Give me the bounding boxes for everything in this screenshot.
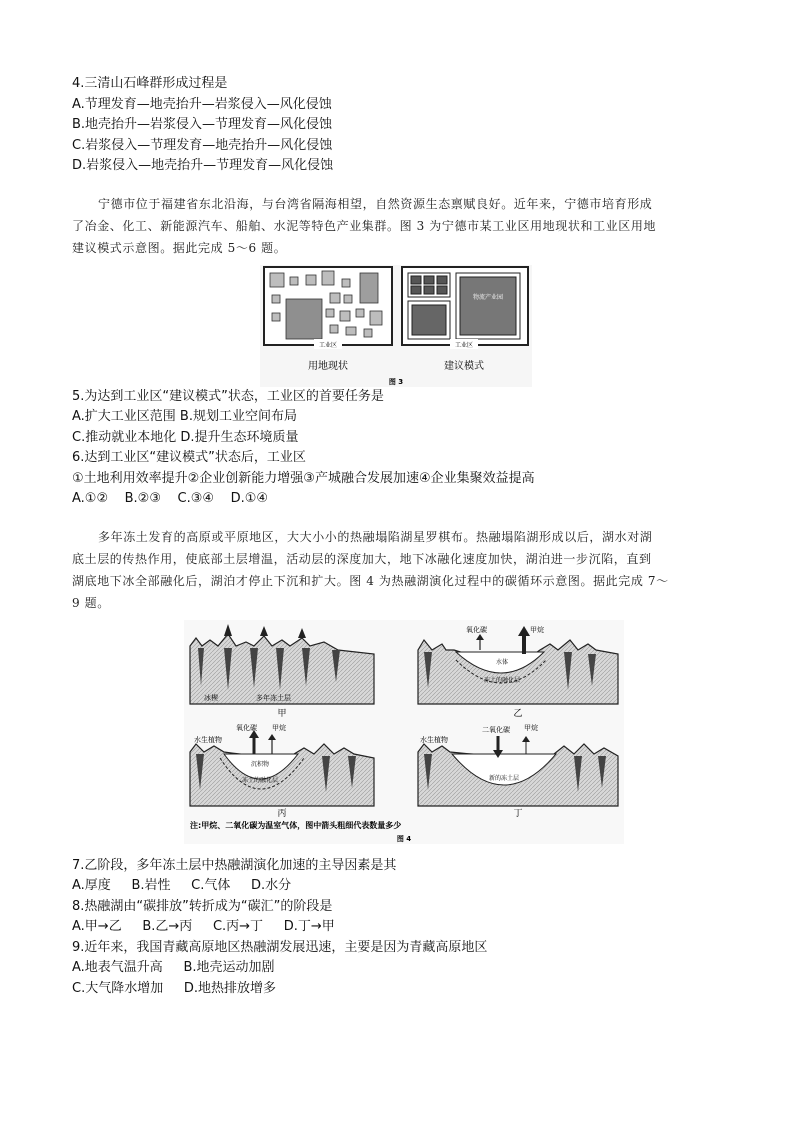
co2-label: 氧化碳 <box>236 723 257 732</box>
question-5 <box>72 387 722 449</box>
figure-note: 注:甲烷、二氧化碳为温室气体，图中箭头粗细代表数量多少 <box>190 820 402 830</box>
option-d: D.岩浆侵入—地壳抬升—节理发育—风化侵蚀 <box>72 158 334 173</box>
option-ab: A.地表气温升高 B.地壳运动加剧 <box>72 960 275 975</box>
melt-layer-label: 冻土的融化层 <box>241 776 279 784</box>
figure-number: 图 3 <box>388 377 404 386</box>
option-b: B.地壳抬升—岩浆侵入—节理发育—风化侵蚀 <box>72 117 333 132</box>
question-options: A.①② B.②③ C.③④ D.①④ <box>72 491 269 506</box>
logistics-park-label: 物流产业园 <box>472 293 504 301</box>
sediment-label: 沉积物 <box>250 760 270 768</box>
passage-line: 湖底地下冰全部融化后，湖泊才停止下沉和扩大。图 4 为热融湖演化过程中的碳循环示意图。据此完成 7～ <box>72 573 669 588</box>
option-cd: C.推动就业本地化 D.提升生态环境质量 <box>72 429 299 445</box>
ice-wedge-label: 冰楔 <box>204 693 218 702</box>
question-7 <box>72 856 722 897</box>
panel-ding <box>418 723 618 819</box>
right-box-label: 工业区 <box>454 341 474 349</box>
melt-layer-label: 冻土的融化层 <box>483 676 521 684</box>
option-cd: C.大气降水增加 D.地热排放增多 <box>72 980 277 996</box>
figure-4-diagram <box>184 620 624 844</box>
figure-number: 图 4 <box>396 834 412 843</box>
permafrost-label: 多年冻土层 <box>256 693 291 702</box>
passage-line: 宁德市位于福建省东北沿海，与台湾省隔海相望，自然资源生态禀赋良好。近年来，宁德市培育形成 <box>98 196 653 211</box>
figure-3 <box>260 265 532 387</box>
figure-3-diagram <box>260 265 532 387</box>
panel-yi <box>418 625 618 719</box>
exam-page <box>72 74 722 999</box>
question-stem: 6.达到工业区“建议模式”状态后，工业区 <box>72 450 306 465</box>
passage-line: 底土层的传热作用，使底部土层增温，活动层的深度加大，地下冰融化速度加快，湖泊进一步沉陷，直到 <box>72 551 652 566</box>
question-options: A.甲→乙 B.乙→丙 C.丙→丁 D.丁→甲 <box>72 919 335 934</box>
question-stem: 8.热融湖由“碳排放”转折成为“碳汇”的阶段是 <box>72 898 333 914</box>
option-c: C.岩浆侵入—节理发育—地壳抬升—风化侵蚀 <box>72 137 333 153</box>
question-6 <box>72 448 722 510</box>
passage-line: 了冶金、化工、新能源汽车、船舶、水泥等特色产业集群。图 3 为宁德市某工业区用地现状和工业区用地 <box>72 218 657 233</box>
option-ab: A.扩大工业区范围 B.规划工业空间布局 <box>72 409 297 424</box>
left-box-label: 工业区 <box>318 341 338 349</box>
question-options: A.厚度 B.岩性 C.气体 D.水分 <box>72 878 292 893</box>
new-permafrost-label: 新的冻土层 <box>488 774 520 782</box>
panel-bing <box>190 723 374 819</box>
passage-line: 9 题。 <box>72 595 110 610</box>
ch4-label: 甲烷 <box>272 723 286 732</box>
question-9 <box>72 938 722 1000</box>
ch4-label: 甲烷 <box>530 625 544 634</box>
planned-zones <box>408 273 520 339</box>
caption-suggested: 建议模式 <box>444 360 484 372</box>
caption-current: 用地现状 <box>308 360 348 372</box>
question-items: ①土地利用效率提升②企业创新能力增强③产城融合发展加速④企业集聚效益提高 <box>72 470 535 486</box>
stage-label: 乙 <box>513 708 523 719</box>
trees <box>224 624 306 638</box>
stage-label: 甲 <box>277 708 287 719</box>
figure-4 <box>184 620 624 844</box>
option-a: A.节理发育—地壳抬升—岩浆侵入—风化侵蚀 <box>72 96 332 112</box>
passage-5-6 <box>72 193 722 259</box>
water-label: 水体 <box>495 658 509 666</box>
panel-jia <box>190 624 374 719</box>
aquatic-plant-label: 水生植物 <box>194 735 222 744</box>
question-stem: 4.三清山石峰群形成过程是 <box>72 76 228 91</box>
aquatic-plant-label: 水生植物 <box>420 735 448 744</box>
question-stem: 5.为达到工业区“建议模式”状态，工业区的首要任务是 <box>72 388 384 404</box>
passage-line: 多年冻土发育的高原或平原地区，大大小小的热融塌陷湖星罗棋布。热融塌陷湖形成以后，湖水对湖 <box>98 529 653 544</box>
passage-7-9 <box>72 526 722 614</box>
passage-line: 建议模式示意图。据此完成 5～6 题。 <box>72 240 287 255</box>
ch4-label: 甲烷 <box>524 723 538 732</box>
question-stem: 9.近年来，我国青藏高原地区热融湖发展迅速，主要是因为青藏高原地区 <box>72 939 488 955</box>
question-4 <box>72 74 722 177</box>
stage-label: 丙 <box>277 808 287 819</box>
question-stem: 7.乙阶段，多年冻土层中热融湖演化加速的主导因素是其 <box>72 857 397 873</box>
question-8 <box>72 897 722 938</box>
co2-label: 二氧化碳 <box>482 725 510 734</box>
co2-label: 氧化碳 <box>466 625 487 634</box>
stage-label: 丁 <box>513 808 523 819</box>
